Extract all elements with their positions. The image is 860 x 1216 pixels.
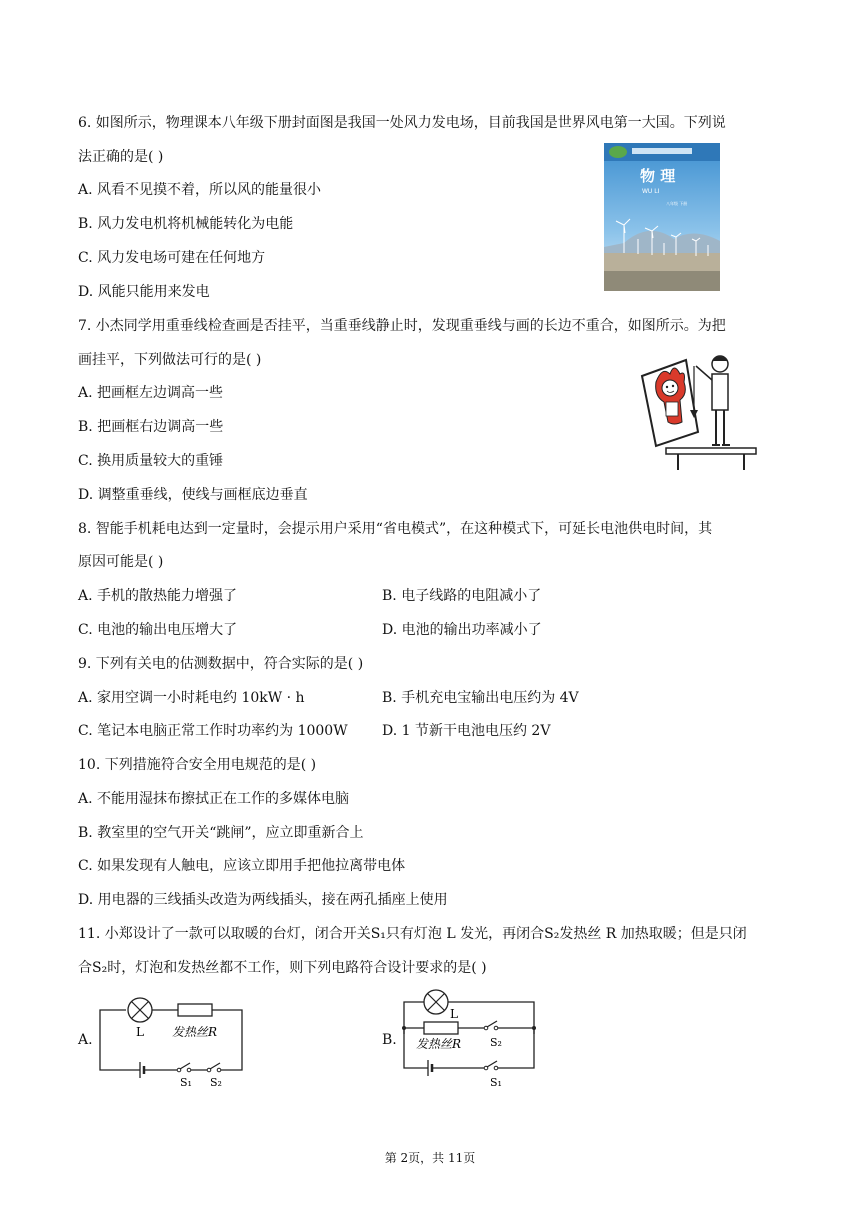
q7-stem-line2: 画挂平，下列做法可行的是( )	[78, 352, 262, 368]
plumb-line-figure	[634, 352, 764, 472]
q7-option-b: B. 把画框右边调高一些	[78, 419, 224, 435]
circuit-b-heater-label: 发热丝R	[416, 1037, 462, 1051]
circuit-b-s2-label: S₂	[490, 1036, 502, 1049]
q7-option-c: C. 换用质量较大的重锤	[78, 453, 224, 469]
q6-stem-line1: 6. 如图所示，物理课本八年级下册封面图是我国一处风力发电场，目前我国是世界风电第一大国。下列说	[78, 115, 726, 131]
q9-stem: 9. 下列有关电的估测数据中，符合实际的是( )	[78, 656, 364, 672]
q8-option-b: B. 电子线路的电阻减小了	[382, 588, 542, 604]
q11-option-a-label: A.	[78, 1032, 93, 1048]
q8-stem-line2: 原因可能是( )	[78, 554, 164, 570]
q8-option-c: C. 电池的输出电压增大了	[78, 622, 238, 638]
q10-stem: 10. 下列措施符合安全用电规范的是( )	[78, 757, 317, 773]
cover-grade: 八年级 下册	[666, 201, 688, 206]
circuit-a-lamp-label: L	[136, 1025, 144, 1039]
q6-option-a: A. 风看不见摸不着，所以风的能量很小	[78, 182, 322, 198]
circuit-b-s1-label: S₁	[490, 1076, 502, 1089]
q8-stem-line1: 8. 智能手机耗电达到一定量时，会提示用户采用“省电模式”，在这种模式下，可延长电池供电时间，其	[78, 521, 713, 537]
q6-stem-line2: 法正确的是( )	[78, 149, 164, 165]
q8-option-a: A. 手机的散热能力增强了	[78, 588, 238, 604]
q6-option-b: B. 风力发电机将机械能转化为电能	[78, 216, 294, 232]
q8-option-d: D. 电池的输出功率减小了	[382, 622, 542, 638]
q11-stem-line2: 合S₂时，灯泡和发热丝都不工作，则下列电路符合设计要求的是( )	[78, 960, 487, 976]
q11-option-b-label: B.	[382, 1032, 397, 1048]
q7-stem-line1: 7. 小杰同学用重垂线检查画是否挂平，当重垂线静止时，发现重垂线与画的长边不重合，如图所示。为把	[78, 318, 726, 334]
q9-option-b: B. 手机充电宝输出电压约为 4V	[382, 690, 579, 706]
cover-pinyin: WU LI	[642, 188, 660, 195]
circuit-a-s1-label: S₁	[180, 1076, 192, 1088]
q10-option-c: C. 如果发现有人触电，应该立即用手把他拉离带电体	[78, 858, 406, 874]
q9-option-d: D. 1 节新干电池电压约 2V	[382, 723, 551, 739]
circuit-diagram-a	[96, 988, 246, 1088]
q10-option-a: A. 不能用湿抹布擦拭正在工作的多媒体电脑	[78, 791, 350, 807]
q6-option-c: C. 风力发电场可建在任何地方	[78, 250, 266, 266]
q6-option-d: D. 风能只能用来发电	[78, 284, 210, 300]
cover-title: 物 理	[640, 167, 676, 185]
q7-option-d: D. 调整重垂线，使线与画框底边垂直	[78, 487, 308, 503]
circuit-a-heater-label: 发热丝R	[172, 1025, 218, 1039]
q7-option-a: A. 把画框左边调高一些	[78, 385, 224, 401]
q10-option-b: B. 教室里的空气开关“跳闸”，应立即重新合上	[78, 825, 364, 841]
q11-stem-line1: 11. 小郑设计了一款可以取暖的台灯，闭合开关S₁只有灯泡 L 发光，再闭合S₂发热丝 R 加热取暖；但是只闭	[78, 926, 747, 942]
circuit-diagram-b	[398, 986, 540, 1090]
textbook-cover-image	[604, 143, 720, 291]
q9-option-c: C. 笔记本电脑正常工作时功率约为 1000W	[78, 723, 348, 739]
circuit-b-lamp-label: L	[450, 1007, 458, 1021]
page-footer: 第 2页，共 11页	[384, 1151, 476, 1165]
q9-option-a: A. 家用空调一小时耗电约 10kW · h	[78, 690, 305, 706]
q10-option-d: D. 用电器的三线插头改造为两线插头，接在两孔插座上使用	[78, 892, 448, 908]
circuit-a-s2-label: S₂	[210, 1076, 222, 1088]
